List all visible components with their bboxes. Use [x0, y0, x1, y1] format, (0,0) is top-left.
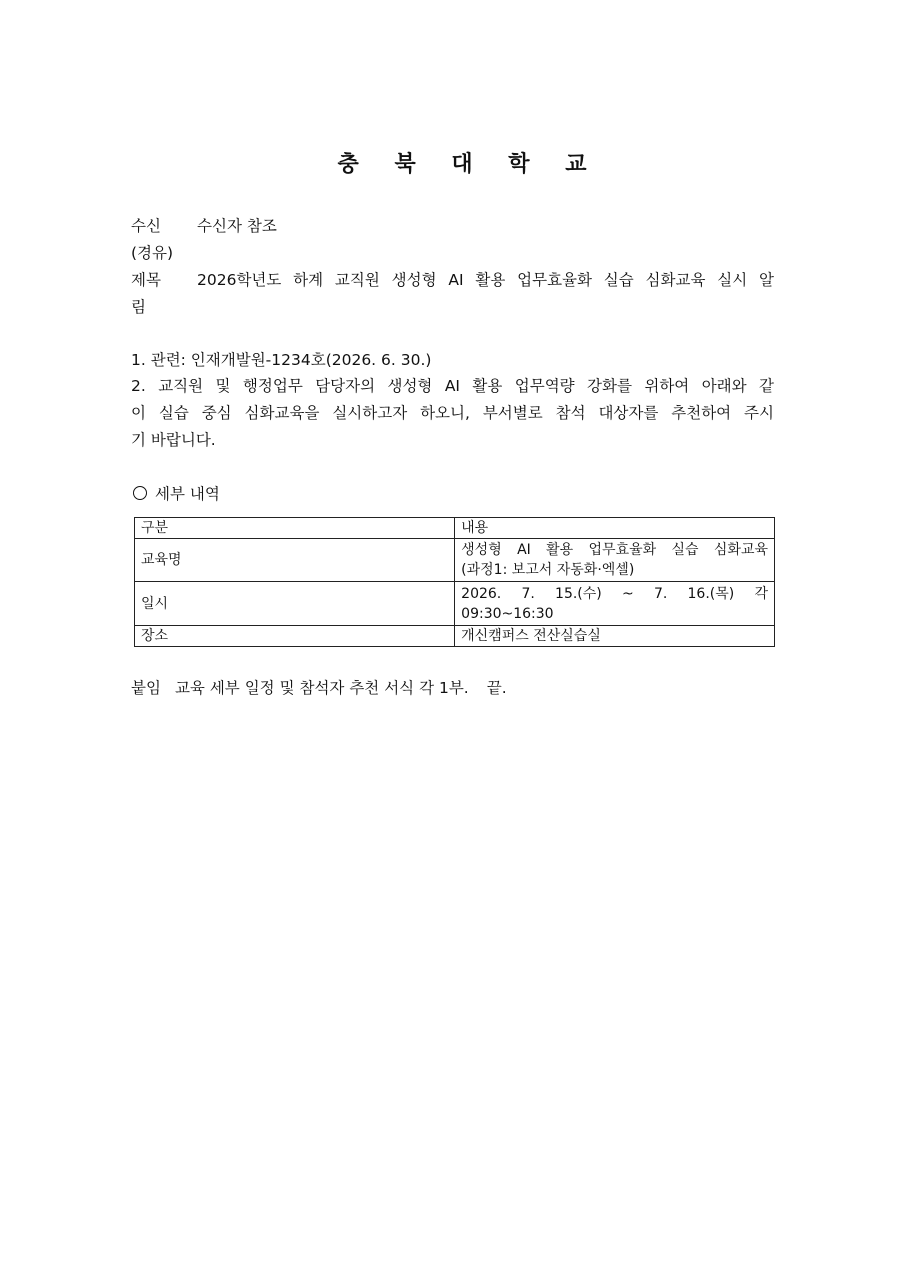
body-item-1: 1. 관련: 인재개발원-1234호(2026. 6. 30.)	[131, 351, 432, 369]
details-heading-text: 세부 내역	[155, 485, 220, 503]
body-item-2-line-3: 기 바랍니다.	[131, 431, 216, 449]
schedule-line-2: 09:30~16:30	[461, 605, 554, 622]
via-label: (경유)	[131, 244, 174, 262]
details-heading	[131, 481, 220, 507]
table-row	[135, 582, 775, 626]
document-title: 충 북 대 학 교	[337, 152, 601, 177]
table-row	[135, 626, 775, 647]
attachment-text: 교육 세부 일정 및 참석자 추천 서식 각 1부.	[174, 679, 469, 697]
course-name-line-2: (과정1: 보고서 자동화·엑셀)	[461, 562, 635, 578]
details-table	[134, 517, 775, 647]
table-cell-value	[455, 582, 775, 626]
recipient-value: 수신자 참조	[197, 217, 277, 235]
table-header-cell: 내용	[455, 518, 775, 539]
recipient-row	[131, 213, 277, 239]
attachment-label: 붙임	[131, 679, 161, 697]
schedule-line-1: 2026. 7. 15.(수) ~ 7. 16.(목) 각	[461, 585, 768, 602]
table-cell-value	[455, 539, 775, 582]
table-header-cell: 구분	[135, 518, 455, 539]
body-item-2-line-2: 이 실습 중심 심화교육을 실시하고자 하오니, 부서별로 참석 대상자를 추천하여 주시	[131, 404, 774, 422]
end-mark: 끝.	[486, 679, 507, 697]
recipient-label: 수신	[131, 217, 161, 235]
body-item-2-line-1: 2. 교직원 및 행정업무 담당자의 생성형 AI 활용 업무역량 강화를 위하여 아래와 같	[131, 377, 774, 395]
table-header-row	[135, 518, 775, 539]
table-cell-label: 교육명	[135, 539, 455, 582]
circle-bullet-icon	[133, 486, 147, 500]
subject-line-1: 2026학년도 하계 교직원 생성형 AI 활용 업무효율화 실습 심화교육 실시 알	[197, 271, 774, 289]
subject-line-2: 림	[131, 298, 146, 316]
subject-label: 제목	[131, 271, 161, 289]
table-cell-label: 장소	[135, 626, 455, 647]
table-row	[135, 539, 775, 582]
table-cell-label: 일시	[135, 582, 455, 626]
attachment-row	[131, 675, 507, 701]
table-cell-value: 개신캠퍼스 전산실습실	[455, 626, 775, 647]
course-name-line-1: 생성형 AI 활용 업무효율화 실습 심화교육	[461, 542, 768, 558]
via-row	[131, 240, 173, 266]
